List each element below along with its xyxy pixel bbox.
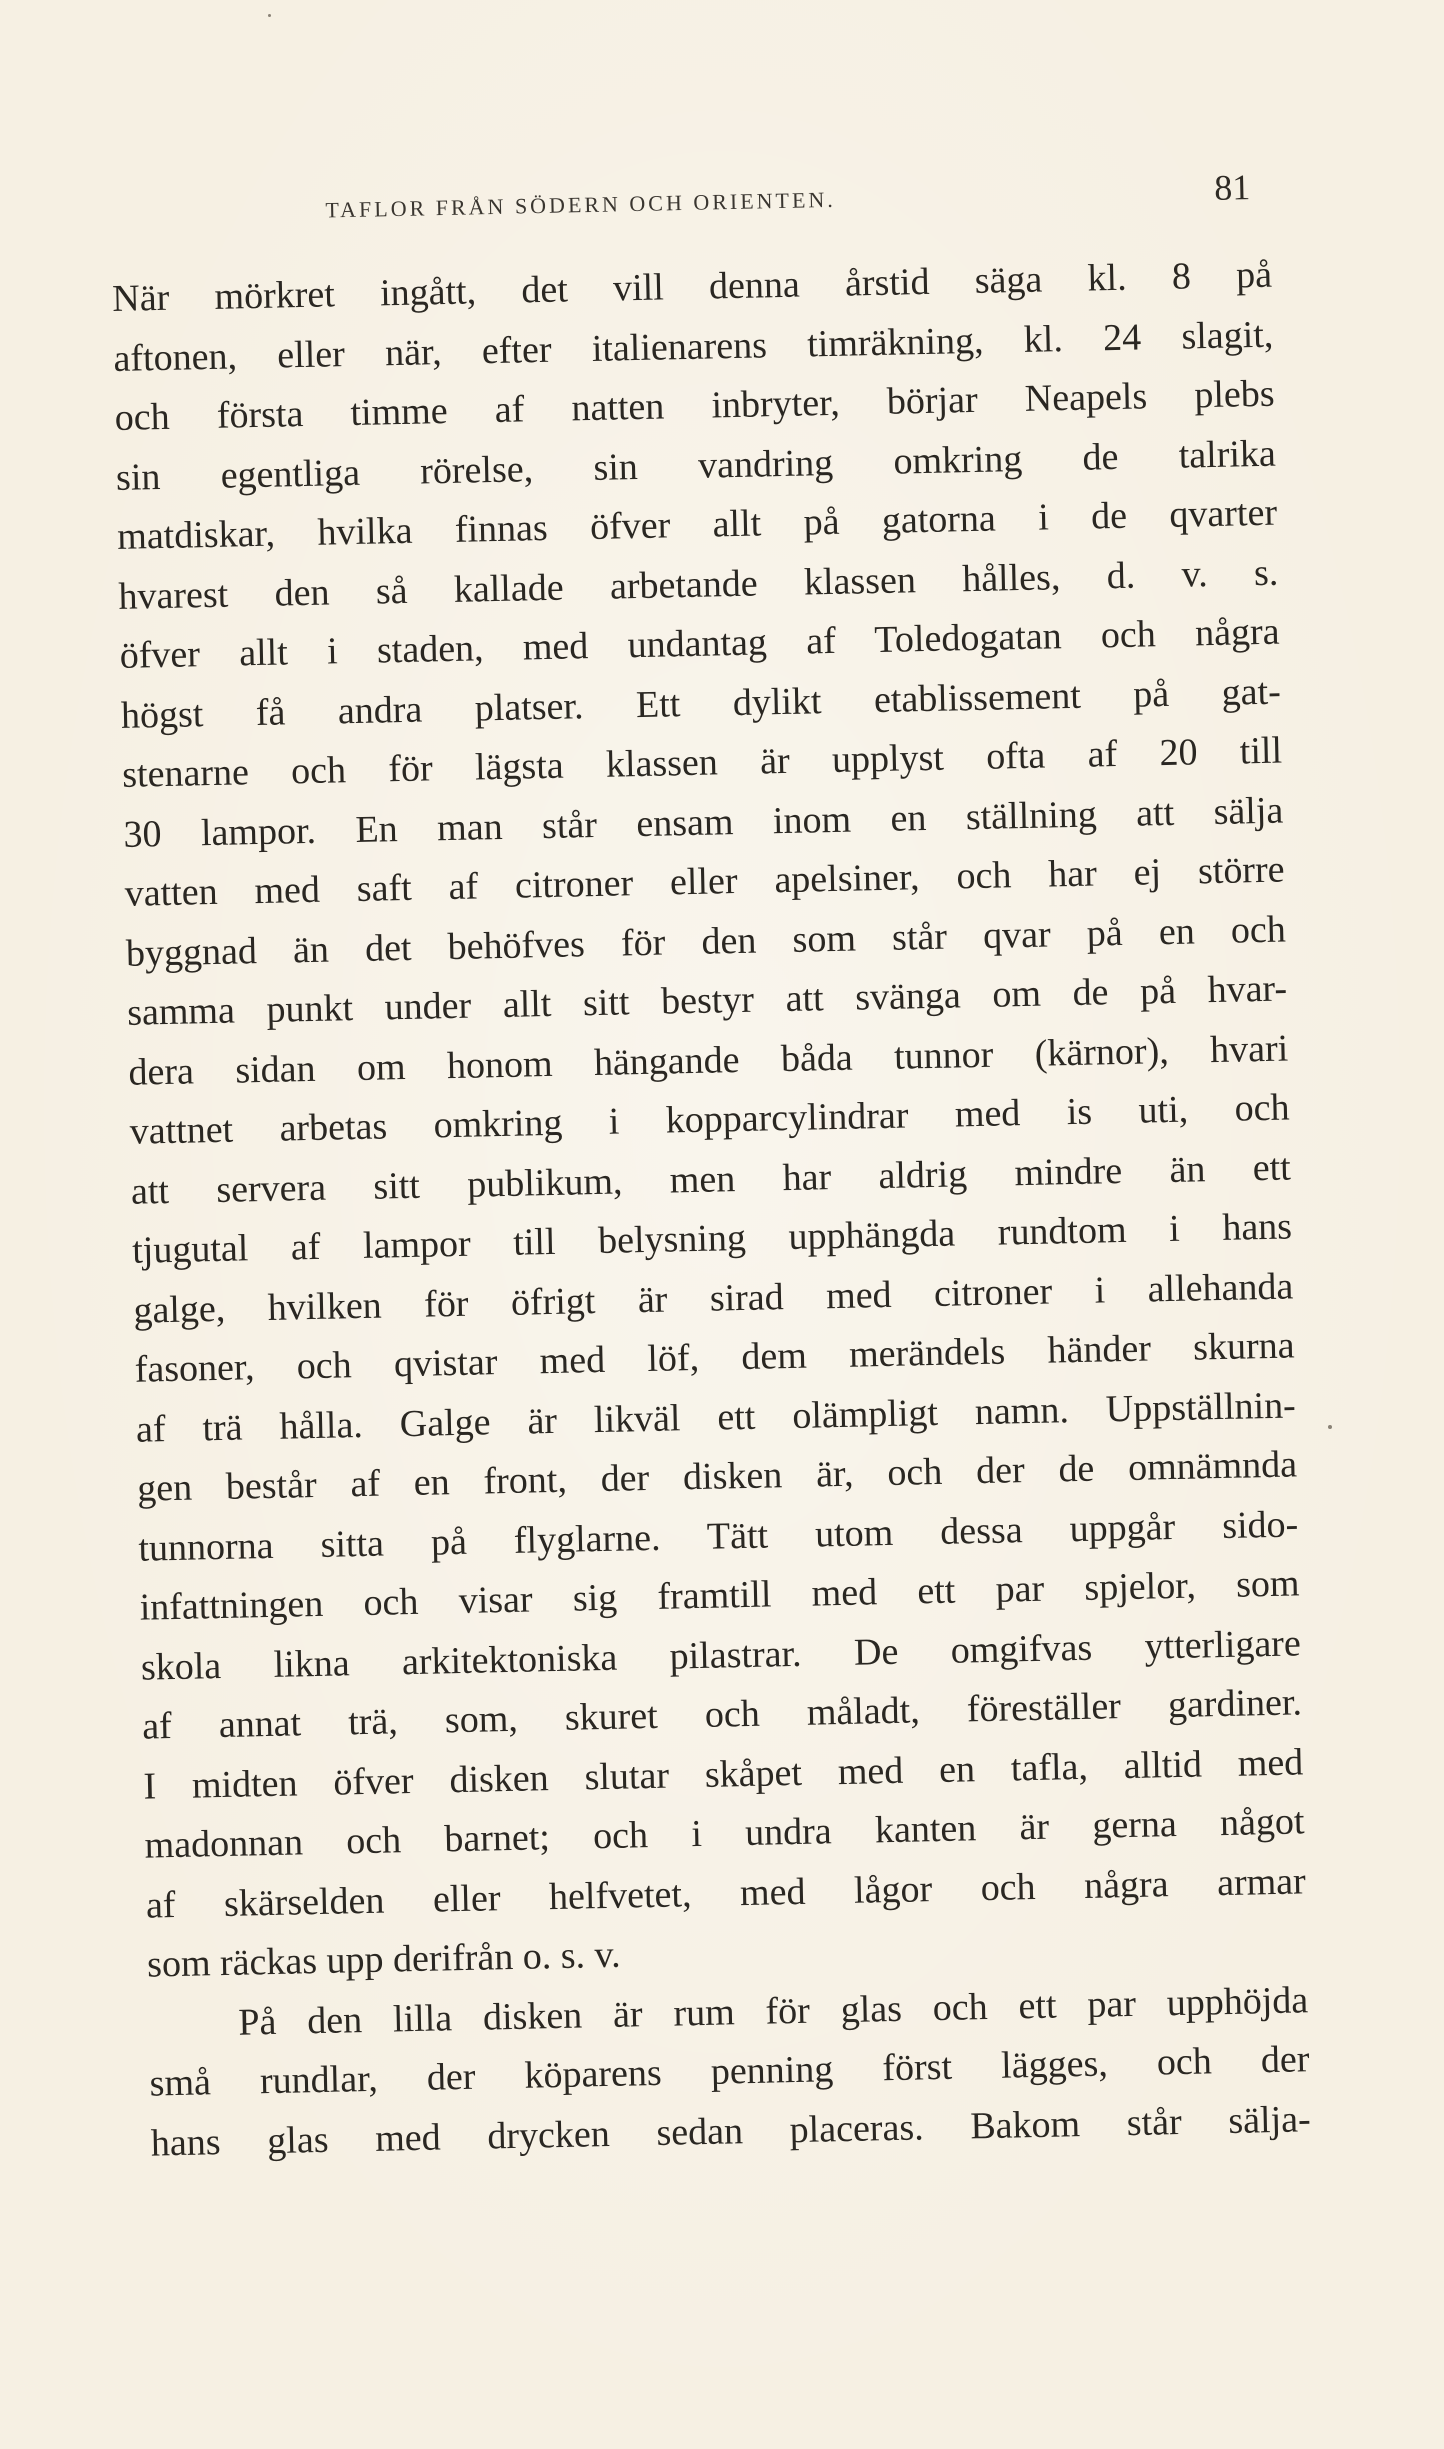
text-line: hans glas med drycken sedan placeras. Bakom står sälja- (150, 2097, 1312, 2165)
text-line: att servera sitt publikum, men har aldrig mindre än ett (130, 1145, 1292, 1213)
text-line: vattnet arbetas omkring i kopparcylindrar med is uti, och (129, 1086, 1290, 1153)
text-line: matdiskar, hvilka finnas öfver allt på gatorna i de qvarter (116, 491, 1278, 558)
text-line: vatten med saft af citroner eller apelsiner, och har ej större (124, 848, 1285, 915)
paper-speck (1328, 1425, 1332, 1429)
text-line: 30 lampor. En man står ensam inom en ställning att sälja (123, 789, 1284, 856)
text-line: öfver allt i staden, med undantag af Toledogatan och några (119, 610, 1280, 677)
text-line: galge, hvilken för öfrigt är sirad med citroner i allehanda (133, 1264, 1294, 1332)
running-title: TAFLOR FRÅN SÖDERN OCH ORIENTEN. (325, 186, 837, 223)
text-line: och första timme af natten inbryter, börjar Neapels plebs (114, 372, 1275, 439)
text-line: madonnan och barnet; och i undra kanten är gerna något (144, 1800, 1305, 1867)
text-line: I midten öfver disken slutar skåpet med en tafla, alltid med (142, 1740, 1304, 1808)
text-line: skola likna arkitektoniska pilastrar. De omgifvas ytterligare (140, 1621, 1302, 1689)
text-line: infattningen och visar sig framtill med ett par spjelor, som (139, 1562, 1300, 1629)
text-line: af trä hålla. Galge är likväl ett olämpligt namn. Uppställnin- (135, 1383, 1297, 1451)
text-line: dera sidan om honom hängande båda tunnor (kärnor), hvari (128, 1027, 1289, 1094)
page-number: 81 (1213, 167, 1251, 208)
text-line: stenarne och för lägsta klassen är upplyst ofta af 20 till (121, 729, 1283, 796)
text-line: hvarest den så kallade arbetande klassen hålles, d. v. s. (118, 551, 1279, 618)
text-line: sin egentliga rörelse, sin vandring omkring de talrika (115, 432, 1277, 499)
text-line: samma punkt under allt sitt bestyr att svänga om de på hvar- (126, 967, 1288, 1034)
text-block (110, 166, 1311, 2174)
text-line: som räckas upp derifrån o. s. v. (146, 1933, 621, 1986)
text-line: fasoner, och qvistar med löf, dem merändels händer skurna (134, 1324, 1295, 1391)
text-line: tjugutal af lampor till belysning upphängda rundtom i hans (131, 1205, 1293, 1272)
text-line: högst få andra platser. Ett dylikt etablissement på gat- (120, 670, 1282, 737)
text-line: På den lilla disken är rum för glas och ett par upphöjda (237, 1978, 1309, 2044)
text-line: När mörkret ingått, det vill denna årstid säga kl. 8 på (111, 253, 1273, 320)
running-head (110, 166, 1271, 250)
text-line: små rundlar, der köparens penning först lägges, och der (149, 2038, 1310, 2105)
text-line: tunnorna sitta på flyglarne. Tätt utom dessa uppgår sido- (138, 1502, 1299, 1570)
text-line: byggnad än det behöfves för den som står qvar på en och (125, 908, 1287, 975)
text-line: af skärselden eller helfvetet, med lågor och några armar (145, 1859, 1307, 1927)
text-line: aftonen, eller när, efter italienarens timräkning, kl. 24 slagit, (113, 313, 1274, 380)
paper-speck (268, 14, 271, 17)
text-line: gen består af en front, der disken är, och der de omnämnda (136, 1443, 1298, 1510)
text-line: af annat trä, som, skuret och måladt, föreställer gardiner. (141, 1681, 1303, 1748)
